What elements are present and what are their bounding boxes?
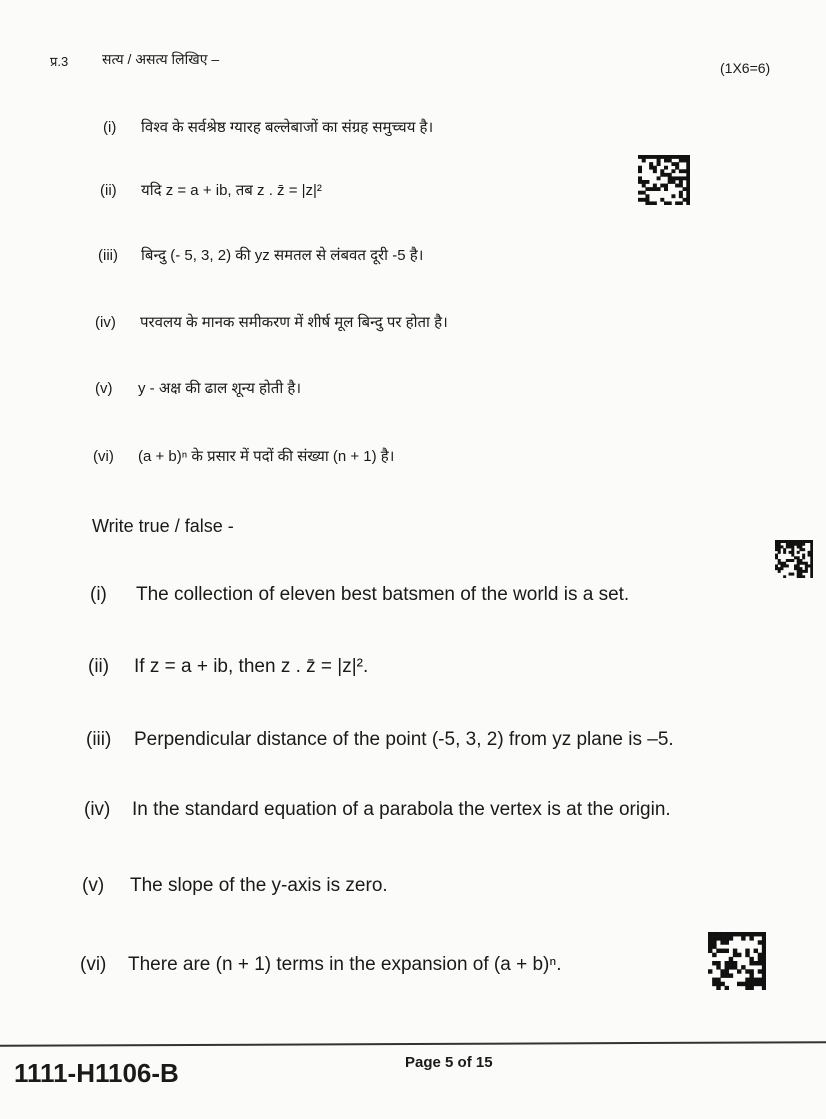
item-text: There are (n + 1) terms in the expansion of (a + b)ⁿ.: [128, 954, 562, 975]
datamatrix-code-bottom: [708, 932, 766, 990]
list-item: [95, 378, 301, 398]
item-label: (iii): [86, 729, 112, 750]
list-item: [82, 875, 388, 897]
list-item: [98, 245, 423, 265]
list-item: [88, 656, 368, 678]
list-item: [103, 117, 433, 137]
item-text: परवलय के मानक समीकरण में शीर्ष मूल बिन्दु पर होता है।: [140, 314, 448, 331]
item-label: (iv): [84, 799, 111, 820]
paper-code: 1111-H1106-B: [14, 1058, 179, 1088]
marks: (1X6=6): [720, 60, 771, 76]
question-number: प्र.3: [50, 54, 69, 69]
list-item: [86, 729, 674, 751]
item-label: (v): [82, 875, 105, 896]
list-item: [93, 446, 394, 466]
item-text: बिन्दु (- 5, 3, 2) की yz समतल से लंबवत दूरी -5 है।: [141, 247, 424, 264]
item-label: (i): [103, 119, 117, 136]
item-text: विश्व के सर्वश्रेष्ठ ग्यारह बल्लेबाजों का संग्रह समुच्चय है।: [141, 119, 434, 136]
item-text: The slope of the y-axis is zero.: [130, 875, 388, 896]
item-label: (vi): [80, 954, 107, 975]
list-item: [90, 584, 629, 606]
item-label: (iii): [98, 247, 118, 264]
item-label: (ii): [100, 182, 117, 199]
qr-code: [775, 540, 813, 578]
list-item: [95, 312, 448, 332]
item-label: (ii): [88, 656, 110, 677]
item-label: (vi): [93, 448, 114, 465]
item-text: If z = a + ib, then z . z̄ = |z|².: [134, 656, 369, 677]
item-label: (i): [90, 584, 107, 605]
item-label: (iv): [95, 314, 116, 331]
list-item: [80, 954, 562, 976]
list-item: [84, 799, 671, 821]
page-number: Page 5 of 15: [405, 1054, 493, 1071]
question-title: सत्य / असत्य लिखिए –: [102, 51, 220, 67]
item-text: Perpendicular distance of the point (-5, 3, 2) from yz plane is –5.: [134, 729, 674, 750]
footer-divider: [0, 1041, 826, 1047]
item-text: y - अक्ष की ढाल शून्य होती है।: [138, 380, 302, 397]
english-heading: Write true / false -: [92, 516, 234, 536]
list-item: [100, 180, 322, 200]
item-text: In the standard equation of a parabola the vertex is at the origin.: [132, 799, 671, 820]
item-text: (a + b)ⁿ के प्रसार में पदों की संख्या (n + 1) है।: [138, 448, 395, 465]
item-text: The collection of eleven best batsmen of the world is a set.: [136, 584, 630, 605]
item-text: यदि z = a + ib, तब z . z̄ = |z|²: [141, 182, 322, 199]
datamatrix-code-top: [638, 155, 690, 205]
item-label: (v): [95, 380, 113, 397]
